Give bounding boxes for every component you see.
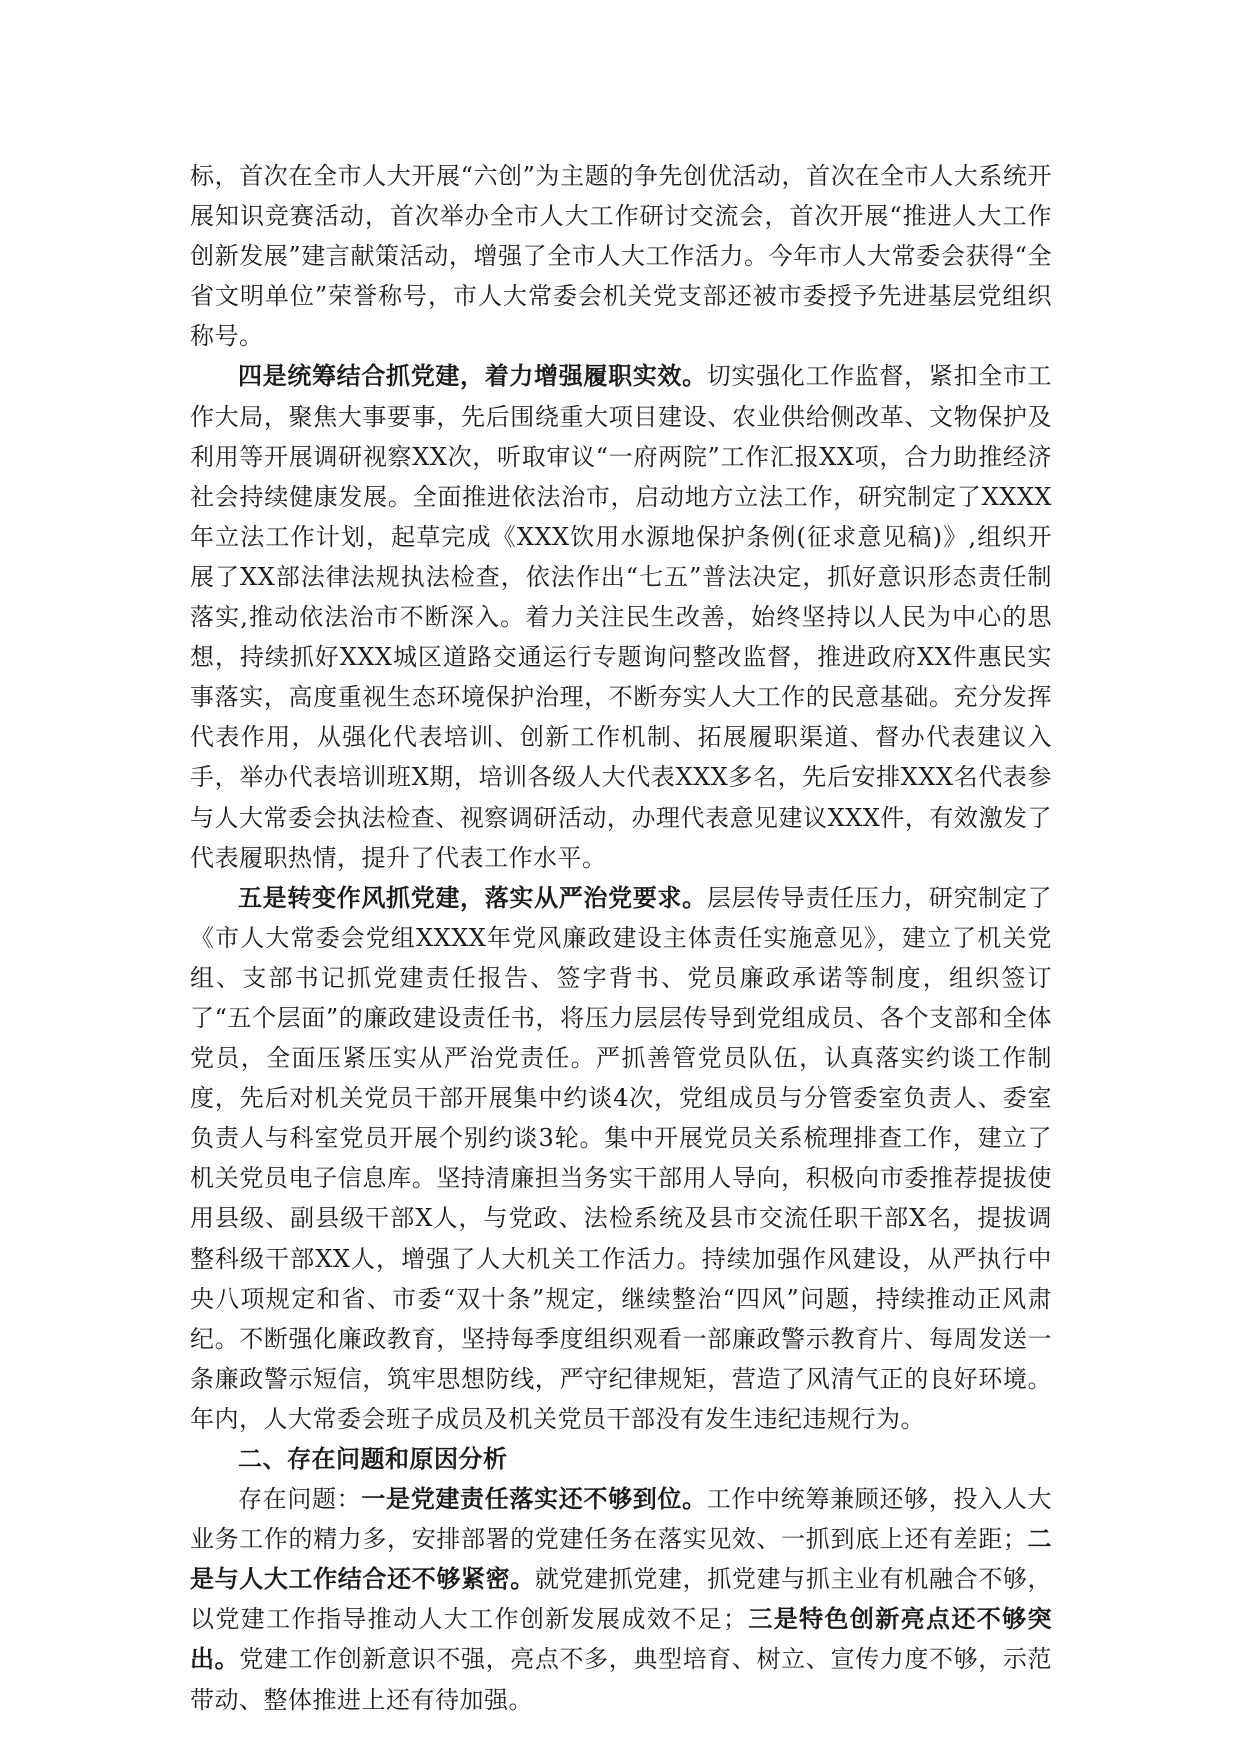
paragraph-problems (190, 1479, 1052, 1720)
problem-1-text: 工作中统筹兼顾还够，投入人大业务工作的精力多，安排部署的党建任务在落实见效、一抓到底上还有差距； (190, 1485, 1052, 1554)
paragraph-point-five (190, 878, 1052, 1439)
problem-3-lead: 三是特色创新亮点还不够突出。 (190, 1604, 1052, 1674)
problem-1-lead: 一是党建责任落实还不够到位。 (361, 1484, 707, 1514)
paragraph-text: 标，首次在全市人大开展“六创”为主题的争先创优活动，首次在全市人大系统开展知识竞赛活动，首次举办全市人大工作研讨交流会，首次开展“推进人大工作创新发展”建言献策活动，增强了全市人大工作活力。今年市人大常委会获得“全省文明单位”荣誉称号，市人大常委会机关党支部还被市委授予先进基层党组织称号。 (190, 162, 1052, 351)
section-heading: 二、存在问题和原因分析 (238, 1444, 508, 1473)
paragraph-lead: 四是统筹结合抓党建，着力增强履职实效。 (238, 361, 707, 391)
problem-3-text: 党建工作创新意识不强，亮点不多，典型培育、树立、宣传力度不够，示范带动、整体推进上还有待加强。 (190, 1645, 1052, 1714)
paragraph-text: 切实强化工作监督，紧扣全市工作大局，聚焦大事要事，先后围绕重大项目建设、农业供给侧改革、文物保护及利用等开展调研视察XX次，听取审议“一府两院”工作汇报XX项，合力助推经济社会持续健康发展。全面推进依法治市，启动地方立法工作，研究制定了XXXX年立法工作计划，起草完成《XXX饮用水源地保护条例(征求意见稿)》,组织开展了XX部法律法规执法检查，依法作出“七五”普法决定，抓好意识形态责任制落实,推动依法治市不断深入。着力关注民生改善，始终坚持以人民为中心的思想，持续抓好XXX城区道路交通运行专题询问整改监督，推进政府XX件惠民实事落实，高度重视生态环境保护治理，不断夯实人大工作的民意基础。充分发挥代表作用，从强化代表培训、创新工作机制、拓展履职渠道、督办代表建议入手，举办代表培训班X期，培训各级人大代表XXX多名，先后安排XXX名代表参与人大常委会执法检查、视察调研活动，办理代表意见建议XXX件，有效激发了代表履职热情，提升了代表工作水平。 (190, 362, 1052, 872)
problem-2-lead: 二是与人大工作结合还不够紧密。 (190, 1524, 1053, 1594)
paragraph-intro: 存在问题： (238, 1485, 362, 1514)
paragraph-lead: 五是转变作风抓党建，落实从严治党要求。 (238, 882, 707, 912)
problem-2-text: 就党建抓党建，抓党建与抓主业有机融合不够，以党建工作指导推动人大工作创新发展成效不足； (190, 1565, 1053, 1634)
paragraph-text: 层层传导责任压力，研究制定了《市人大常委会党组XXXX年党风廉政建设主体责任实施意见》，建立了机关党组、支部书记抓党建责任报告、签字背书、党员廉政承诺等制度，组织签订了“五个层面”的廉政建设责任书，将压力层层传导到党组成员、各个支部和全体党员，全面压紧压实从严治党责任。严抓善管党员队伍，认真落实约谈工作制度，先后对机关党员干部开展集中约谈4次，党组成员与分管委室负责人、委室负责人与科室党员开展个别约谈3轮。集中开展党员关系梳理排查工作，建立了机关党员电子信息库。坚持清廉担当务实干部用人导向，积极向市委推荐提拔使用县级、副县级干部X人，与党政、法检系统及县市交流任职干部X名，提拔调整科级干部XX人，增强了人大机关工作活力。持续加强作风建设，从严执行中央八项规定和省、市委“双十条”规定，继续整治“四风”问题，持续推动正风肃纪。不断强化廉政教育，坚持每季度组织观看一部廉政警示教育片、每周发送一条廉政警示短信，筑牢思想防线，严守纪律规矩，营造了风清气正的良好环境。年内，人大常委会班子成员及机关党员干部没有发生违纪违规行为。 (190, 883, 1052, 1433)
document-body (190, 156, 1052, 1720)
paragraph-continuation (190, 156, 1052, 356)
paragraph-point-four (190, 356, 1052, 877)
